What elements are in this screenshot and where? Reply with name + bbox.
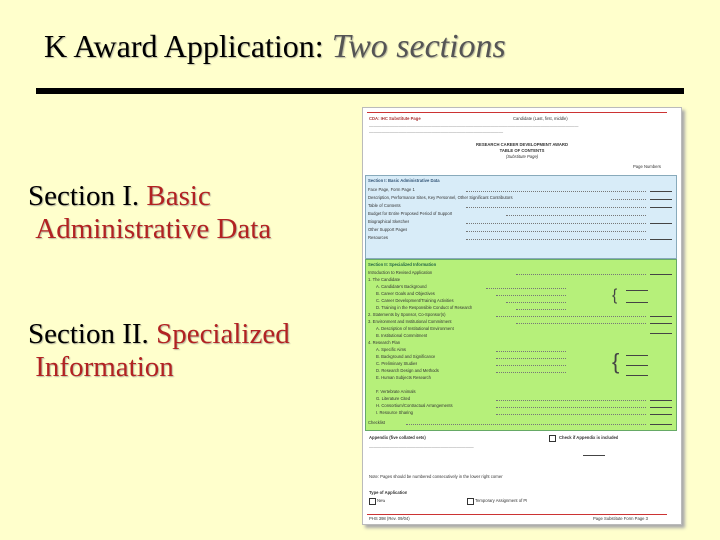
doc-page-blank	[650, 207, 672, 208]
doc-dot-leader	[516, 309, 566, 310]
doc-section2-head: Section II: Specialized Information	[368, 262, 437, 267]
doc-s2-row: G. Literature Cited	[376, 396, 411, 401]
section2-prefix: Section II.	[28, 318, 157, 350]
section2-box	[365, 259, 677, 431]
doc-s2-row: C. Preliminary Studies	[376, 361, 418, 366]
doc-s2-row: I. Resource Sharing	[376, 410, 414, 415]
section1-prefix: Section I.	[28, 180, 147, 212]
doc-toc-sub: (Substitute Page)	[505, 154, 539, 159]
doc-appendix-label: Appendix (five collated sets)	[369, 435, 426, 440]
doc-misc-line: —————————————————————————	[369, 445, 474, 450]
doc-header-left: CDA: IHC Substitute Page	[369, 116, 421, 121]
doc-instructions: ——————————————————————————————————————————————————	[369, 124, 579, 129]
doc-note: Note: Pages should be numbered consecutively in the lower right corner	[369, 474, 503, 479]
doc-page-blank	[650, 191, 672, 192]
doc-toc-title: TABLE OF CONTENTS	[499, 148, 545, 153]
doc-dot-leader	[466, 207, 646, 208]
doc-s2-row: B. Career Goals and Objectives	[376, 291, 435, 296]
doc-dot-leader	[466, 239, 646, 240]
doc-page-blank	[650, 407, 672, 408]
doc-s1-row: Table of Contents	[368, 203, 401, 208]
doc-dot-leader	[496, 400, 646, 401]
doc-s1-row: Resources	[368, 235, 389, 240]
section2-highlight-line1: Specialized	[156, 318, 290, 350]
doc-dot-leader	[496, 351, 566, 352]
doc-page-blank	[626, 375, 648, 376]
doc-dot-leader	[496, 365, 566, 366]
doc-section1-head: Section I: Basic Administrative Data	[368, 178, 440, 183]
doc-top-bar	[367, 112, 667, 113]
doc-s2-row: 3. Environment and Institutional Commitment	[368, 319, 452, 324]
doc-dot-leader	[406, 424, 646, 425]
section2-highlight-line2: Information	[35, 351, 174, 383]
doc-dot-leader	[506, 302, 566, 303]
doc-dot-leader	[496, 358, 566, 359]
doc-dot-leader	[466, 223, 646, 224]
section1-label	[28, 180, 271, 246]
section1-box	[365, 175, 677, 259]
title-accent: Two sections	[331, 28, 506, 65]
slide-title	[44, 28, 506, 66]
doc-footer-right: Page Substitute Form Page 3	[593, 516, 648, 521]
document-image	[362, 107, 682, 525]
section2-label	[28, 318, 290, 384]
doc-s2-row: A. Description of Institutional Environment	[376, 326, 454, 331]
doc-s1-row: Description, Performance Sites, Key Personnel, Other Significant Contributors	[368, 195, 513, 200]
doc-brace: {	[612, 350, 620, 374]
title-main: K Award Application:	[44, 28, 332, 64]
doc-page-blank	[650, 223, 672, 224]
doc-dot-leader	[516, 323, 646, 324]
doc-dot-leader	[496, 414, 646, 415]
doc-brace: {	[612, 287, 618, 304]
doc-s2-row: H. Consortium/Contractual Arrangements	[376, 403, 453, 408]
doc-page-blank	[650, 400, 672, 401]
doc-s2-row: Checklist	[368, 420, 385, 425]
doc-page-blank	[650, 333, 672, 334]
doc-header-right: Candidate (Last, first, middle)	[513, 116, 568, 121]
doc-page-blank	[626, 302, 648, 303]
doc-s2-row: D. Research Design and Methods	[376, 368, 439, 373]
doc-dot-leader	[466, 231, 646, 232]
doc-s1-row: Face Page, Form Page 1	[368, 187, 415, 192]
doc-check-label: Check if Appendix is included	[559, 435, 619, 440]
doc-s2-row: A. Candidate's Background	[376, 284, 427, 289]
doc-page-numbers-label: Page Numbers	[633, 164, 661, 169]
doc-s2-row: F. Vertebrate Animals	[376, 389, 416, 394]
doc-page-blank	[650, 424, 672, 425]
doc-page-blank	[650, 199, 672, 200]
doc-s2-row: A. Specific Aims	[376, 347, 407, 352]
doc-bottom-bar	[367, 514, 667, 515]
doc-footer-left: PHS 398 (Rev. 09/04)	[369, 516, 410, 521]
doc-instructions-2: ————————————————————————————————	[369, 130, 503, 135]
doc-s2-row: D. Training in the Responsible Conduct of Research	[376, 305, 473, 310]
doc-s1-row: Biographical Sketches	[368, 219, 410, 224]
doc-dot-leader	[516, 274, 646, 275]
doc-s2-row: B. Institutional Commitment	[376, 333, 428, 338]
doc-s2-row: Introduction to Revised Application	[368, 270, 433, 275]
doc-dot-leader	[506, 215, 646, 216]
doc-box1-label: New	[377, 498, 386, 503]
doc-dot-leader	[611, 199, 646, 200]
doc-s2-row: 2. Statements by Sponsor, Co-Sponsor(s)	[368, 312, 446, 317]
doc-appendix-checkbox	[549, 435, 556, 442]
doc-type-label: Type of Application	[369, 490, 408, 495]
doc-page-blank	[626, 290, 648, 291]
doc-s2-row: 4. Research Plan	[368, 340, 401, 345]
doc-s2-row: B. Background and Significance	[376, 354, 436, 359]
doc-page-blank	[650, 414, 672, 415]
doc-page-blank	[583, 455, 605, 456]
doc-s1-row: Budget for Entire Proposed Period of Support	[368, 211, 453, 216]
doc-page-blank	[650, 323, 672, 324]
doc-dot-leader	[496, 316, 646, 317]
doc-s2-row: C. Career Development/Training Activities	[376, 298, 454, 303]
doc-box1	[369, 498, 376, 505]
doc-dot-leader	[496, 407, 646, 408]
doc-box2-label: Temporary Assignment of PI	[475, 498, 528, 503]
doc-page-blank	[626, 365, 648, 366]
doc-dot-leader	[486, 288, 566, 289]
doc-box2	[467, 498, 474, 505]
title-rule	[36, 88, 684, 94]
doc-dot-leader	[496, 295, 566, 296]
doc-page-blank	[650, 239, 672, 240]
section1-highlight-line1: Basic	[146, 180, 211, 212]
doc-s1-row: Other Support Pages	[368, 227, 408, 232]
doc-award-title: RESEARCH CAREER DEVELOPMENT AWARD	[476, 142, 568, 147]
doc-page-blank	[626, 355, 648, 356]
section1-highlight-line2: Administrative Data	[35, 213, 272, 245]
doc-page-blank	[650, 274, 672, 275]
doc-s2-row: E. Human Subjects Research	[376, 375, 431, 380]
doc-dot-leader	[466, 191, 646, 192]
doc-page-blank	[650, 316, 672, 317]
doc-s2-row: 1. The Candidate	[368, 277, 401, 282]
doc-dot-leader	[496, 372, 566, 373]
